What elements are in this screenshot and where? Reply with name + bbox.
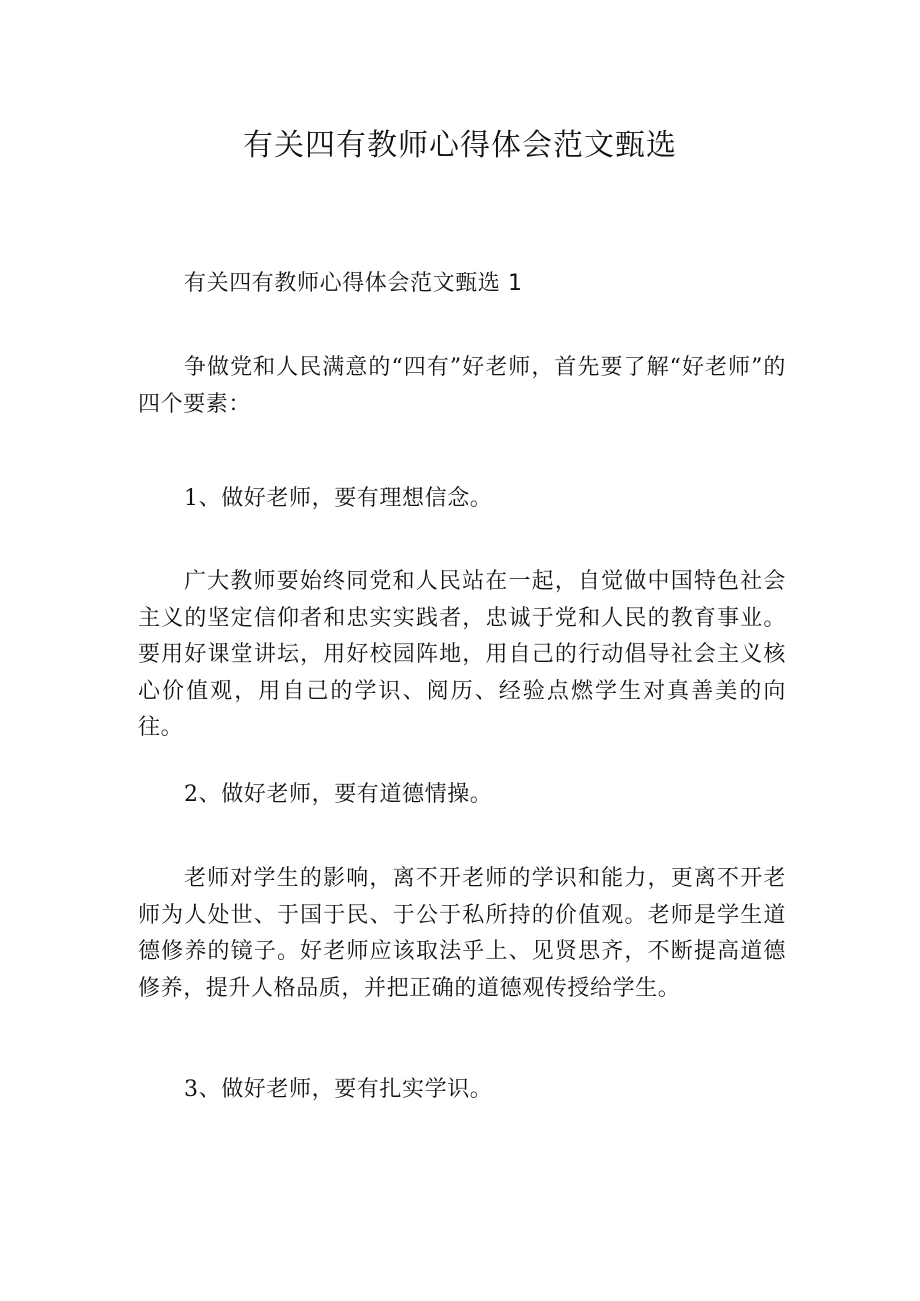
point-2-body: 老师对学生的影响，离不开老师的学识和能力，更离不开老师为人处世、于国于民、于公于私所持的价值观。老师是学生道德修养的镜子。好老师应该取法乎上、见贤思齐，不断提高道德修养，提升人格品质，并把正确的道德观传授给学生。 [138,866,786,1001]
section-heading: 有关四有教师心得体会范文甄选 1 [184,271,523,296]
point-3-heading: 3、做好老师，要有扎实学识。 [184,1077,493,1102]
point-1-heading: 1、做好老师，要有理想信念。 [184,486,493,511]
intro-paragraph: 争做党和人民满意的“四有”好老师，首先要了解“好老师”的四个要素： [138,355,786,417]
document-title: 有关四有教师心得体会范文甄选 [243,128,677,163]
point-1-body: 广大教师要始终同党和人民站在一起，自觉做中国特色社会主义的坚定信仰者和忠实实践者，忠诚于党和人民的教育事业。要用好课堂讲坛，用好校园阵地，用自己的行动倡导社会主义核心价值观，用自己的学识、阅历、经验点燃学生对真善美的向往。 [138,569,786,740]
point-2-heading: 2、做好老师，要有道德情操。 [184,782,493,807]
